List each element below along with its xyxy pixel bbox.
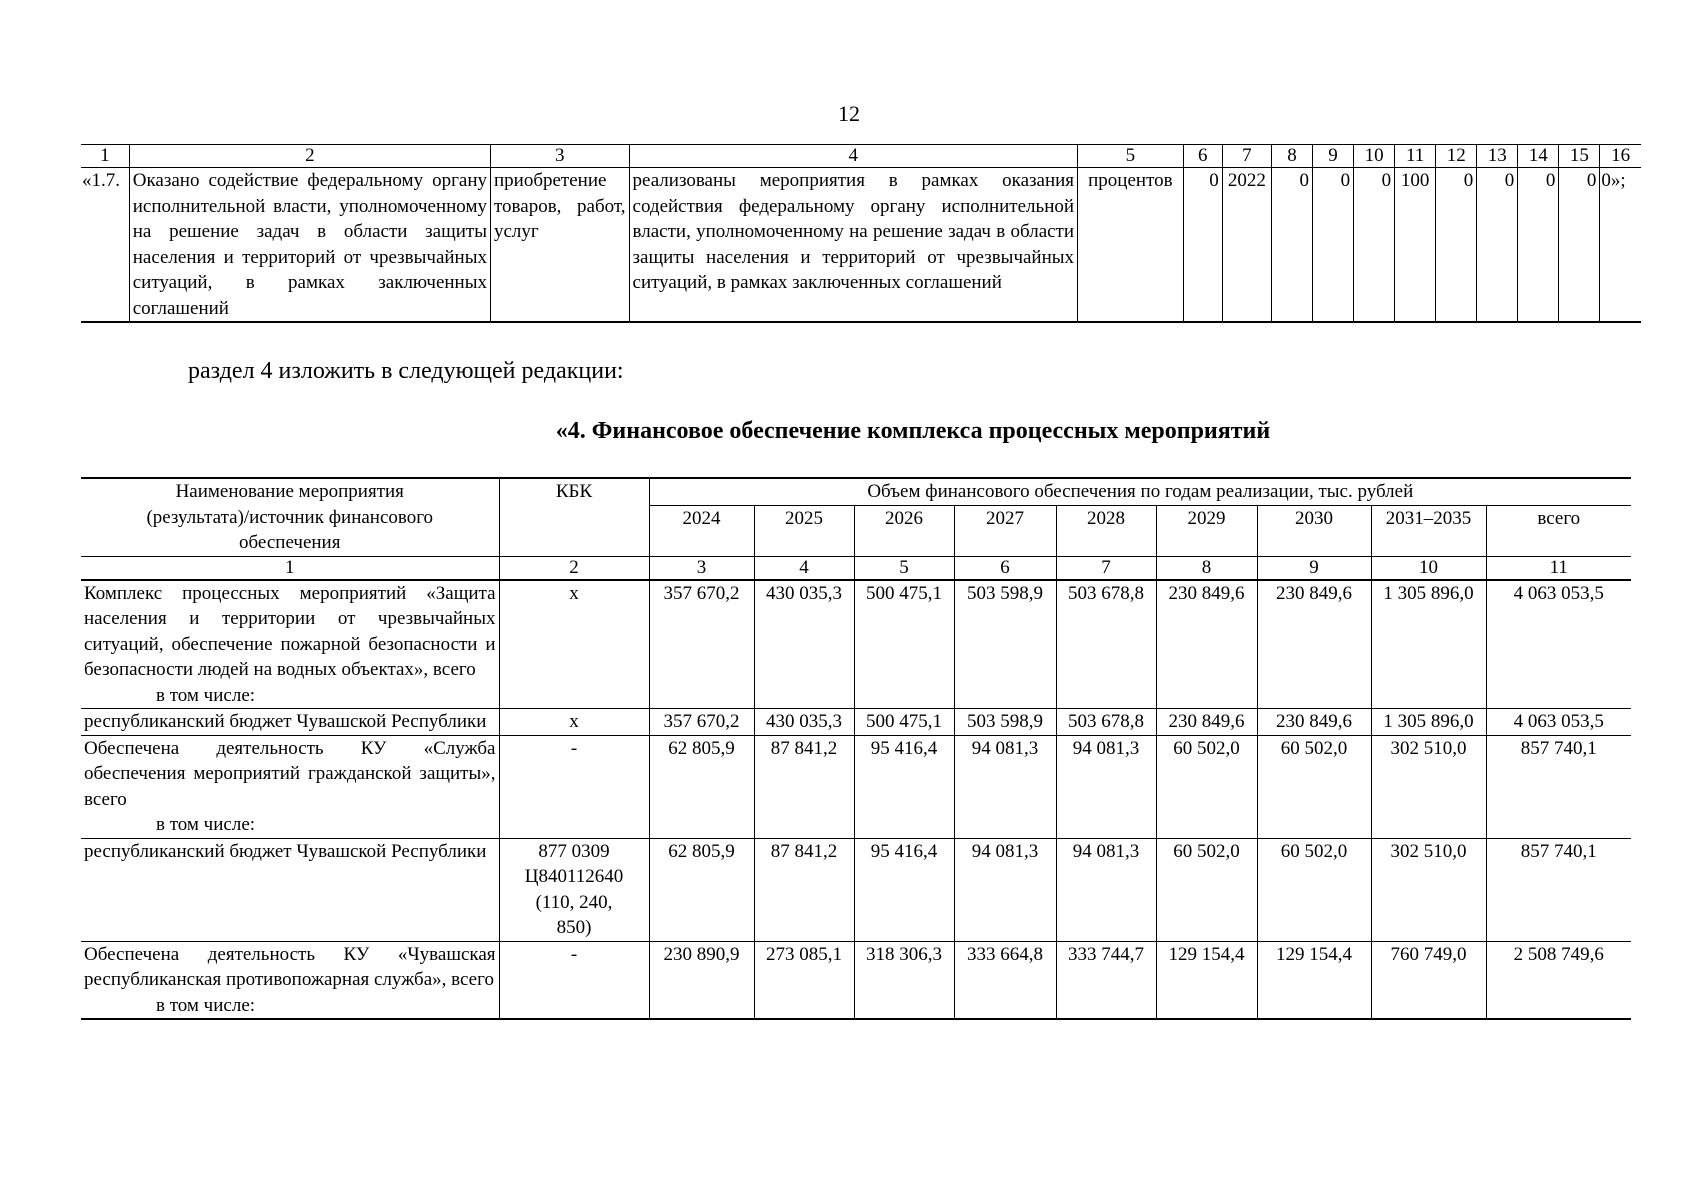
row-name-text: Обеспечена деятельность КУ «Служба обеспечения мероприятий гражданской защиты», всего	[84, 737, 496, 810]
table-row	[81, 941, 1631, 1019]
value-cell: 87 841,2	[754, 735, 854, 838]
year-header: 2026	[854, 505, 954, 556]
row-sub-label: в том числе:	[156, 994, 256, 1016]
value-cell: 0	[1183, 168, 1222, 323]
col-num: 3	[649, 556, 754, 580]
row-name	[81, 580, 499, 709]
col-num: 1	[81, 556, 499, 580]
col-num: 4	[629, 145, 1078, 168]
value-cell: 60 502,0	[1257, 735, 1371, 838]
result-name: Оказано содействие федеральному органу исполнительной власти, уполномоченному на решение задач в области защиты населения и территорий от чрезвычайных ситуаций, в рамках заключенных соглашений	[129, 168, 490, 323]
col-num: 16	[1600, 145, 1641, 168]
section-title: «4. Финансовое обеспечение комплекса процессных мероприятий	[555, 418, 1271, 444]
value-cell: 4 063 053,5	[1486, 580, 1631, 709]
header-row	[81, 478, 1631, 505]
header-kbk: КБК	[499, 478, 649, 556]
value-cell: 60 502,0	[1257, 838, 1371, 941]
row-number: «1.7.	[81, 168, 129, 323]
financing-table	[81, 477, 1631, 1020]
year-header: 2028	[1056, 505, 1156, 556]
col-num: 1	[81, 145, 129, 168]
value-cell: 1 305 896,0	[1371, 580, 1486, 709]
value-cell: 230 849,6	[1257, 580, 1371, 709]
row-kbk: -	[499, 941, 649, 1019]
value-cell: 333 744,7	[1056, 941, 1156, 1019]
row-sub-label: в том числе:	[156, 684, 256, 706]
value-cell: 273 085,1	[754, 941, 854, 1019]
value-cell: 94 081,3	[954, 838, 1056, 941]
col-num: 7	[1056, 556, 1156, 580]
col-num: 2	[129, 145, 490, 168]
col-num: 3	[490, 145, 629, 168]
row-name-text: республиканский бюджет Чувашской Республики	[84, 840, 487, 862]
col-num: 7	[1222, 145, 1271, 168]
row-kbk: -	[499, 735, 649, 838]
year-header: 2027	[954, 505, 1056, 556]
value-cell: 503 598,9	[954, 580, 1056, 709]
value-cell: 357 670,2	[649, 580, 754, 709]
result-description: реализованы мероприятия в рамках оказания содействия федеральному органу исполнительной власти, уполномоченному на решение задач в области защиты населения и территорий от чрезвычайных ситуаций, в рамках заключенных соглашений	[629, 168, 1078, 323]
table-row	[81, 709, 1631, 736]
row-name-text: Комплекс процессных мероприятий «Защита населения и территории от чрезвычайных ситуаций, обеспечение пожарной безопасности и безопасности людей на водных объектах», всего	[84, 582, 496, 680]
row-name	[81, 709, 499, 736]
row-kbk: 877 0309 Ц840112640 (110, 240, 850)	[499, 838, 649, 941]
value-cell: 857 740,1	[1486, 735, 1631, 838]
value-cell: 230 849,6	[1156, 580, 1257, 709]
col-num: 5	[854, 556, 954, 580]
col-num: 13	[1477, 145, 1518, 168]
value-cell: 0	[1354, 168, 1395, 323]
col-num: 8	[1271, 145, 1312, 168]
value-cell: 760 749,0	[1371, 941, 1486, 1019]
value-cell: 230 849,6	[1257, 709, 1371, 736]
value-cell: 129 154,4	[1257, 941, 1371, 1019]
col-num: 6	[954, 556, 1056, 580]
table-row	[81, 735, 1631, 838]
value-cell: 0	[1518, 168, 1559, 323]
value-cell: 857 740,1	[1486, 838, 1631, 941]
value-cell: 0	[1313, 168, 1354, 323]
value-cell: 129 154,4	[1156, 941, 1257, 1019]
col-num: 9	[1257, 556, 1371, 580]
col-num: 5	[1078, 145, 1184, 168]
col-num: 11	[1486, 556, 1631, 580]
value-cell: 0»;	[1600, 168, 1641, 323]
result-type: приобретение товаров, работ, услуг	[490, 168, 629, 323]
col-num: 8	[1156, 556, 1257, 580]
row-name-text: республиканский бюджет Чувашской Республики	[84, 711, 487, 732]
value-cell: 60 502,0	[1156, 735, 1257, 838]
col-num: 6	[1183, 145, 1222, 168]
value-cell: 62 805,9	[649, 838, 754, 941]
value-cell: 333 664,8	[954, 941, 1056, 1019]
year-header: 2030	[1257, 505, 1371, 556]
value-cell: 230 890,9	[649, 941, 754, 1019]
value-cell: 100	[1395, 168, 1436, 323]
value-cell: 302 510,0	[1371, 735, 1486, 838]
value-cell: 0	[1559, 168, 1600, 323]
value-cell: 95 416,4	[854, 838, 954, 941]
value-cell: 430 035,3	[754, 580, 854, 709]
column-number-row	[81, 145, 1641, 168]
value-cell: 2 508 749,6	[1486, 941, 1631, 1019]
value-cell: 95 416,4	[854, 735, 954, 838]
instruction-text: раздел 4 изложить в следующей редакции:	[188, 358, 624, 384]
table-row	[81, 168, 1641, 323]
row-sub-label: в том числе:	[156, 814, 256, 835]
value-cell: 94 081,3	[1056, 838, 1156, 941]
value-cell: 87 841,2	[754, 838, 854, 941]
value-cell: 94 081,3	[954, 735, 1056, 838]
year-header: всего	[1486, 505, 1631, 556]
row-name	[81, 838, 499, 941]
value-cell: 1 305 896,0	[1371, 709, 1486, 736]
unit: процентов	[1078, 168, 1184, 323]
header-volume: Объем финансового обеспечения по годам реализации, тыс. рублей	[649, 478, 1631, 505]
col-num: 4	[754, 556, 854, 580]
value-cell: 94 081,3	[1056, 735, 1156, 838]
value-cell: 500 475,1	[854, 709, 954, 736]
value-cell: 62 805,9	[649, 735, 754, 838]
table-row	[81, 580, 1631, 709]
col-num: 10	[1354, 145, 1395, 168]
page-number: 12	[838, 101, 860, 126]
value-cell: 503 598,9	[954, 709, 1056, 736]
value-cell: 0	[1436, 168, 1477, 323]
year-header: 2025	[754, 505, 854, 556]
col-num: 14	[1518, 145, 1559, 168]
value-cell: 60 502,0	[1156, 838, 1257, 941]
year-header: 2029	[1156, 505, 1257, 556]
value-cell: 4 063 053,5	[1486, 709, 1631, 736]
value-cell: 0	[1477, 168, 1518, 323]
col-num: 9	[1313, 145, 1354, 168]
column-number-row	[81, 556, 1631, 580]
row-name	[81, 735, 499, 838]
value-cell: 357 670,2	[649, 709, 754, 736]
col-num: 15	[1559, 145, 1600, 168]
header-name: Наименование мероприятия (результата)/источник финансового обеспечения	[81, 478, 499, 556]
value-cell: 503 678,8	[1056, 580, 1156, 709]
value-cell: 318 306,3	[854, 941, 954, 1019]
col-num: 11	[1395, 145, 1436, 168]
value-cell: 0	[1271, 168, 1312, 323]
value-cell: 500 475,1	[854, 580, 954, 709]
row-name	[81, 941, 499, 1019]
col-num: 2	[499, 556, 649, 580]
year-header: 2031–2035	[1371, 505, 1486, 556]
value-cell: 430 035,3	[754, 709, 854, 736]
value-cell: 2022	[1222, 168, 1271, 323]
year-header: 2024	[649, 505, 754, 556]
col-num: 12	[1436, 145, 1477, 168]
col-num: 10	[1371, 556, 1486, 580]
value-cell: 302 510,0	[1371, 838, 1486, 941]
row-kbk: x	[499, 580, 649, 709]
results-table	[81, 144, 1641, 323]
value-cell: 503 678,8	[1056, 709, 1156, 736]
row-kbk: x	[499, 709, 649, 736]
row-name-text: Обеспечена деятельность КУ «Чувашская республиканская противопожарная служба», всего	[84, 943, 496, 990]
value-cell: 230 849,6	[1156, 709, 1257, 736]
table-row	[81, 838, 1631, 941]
